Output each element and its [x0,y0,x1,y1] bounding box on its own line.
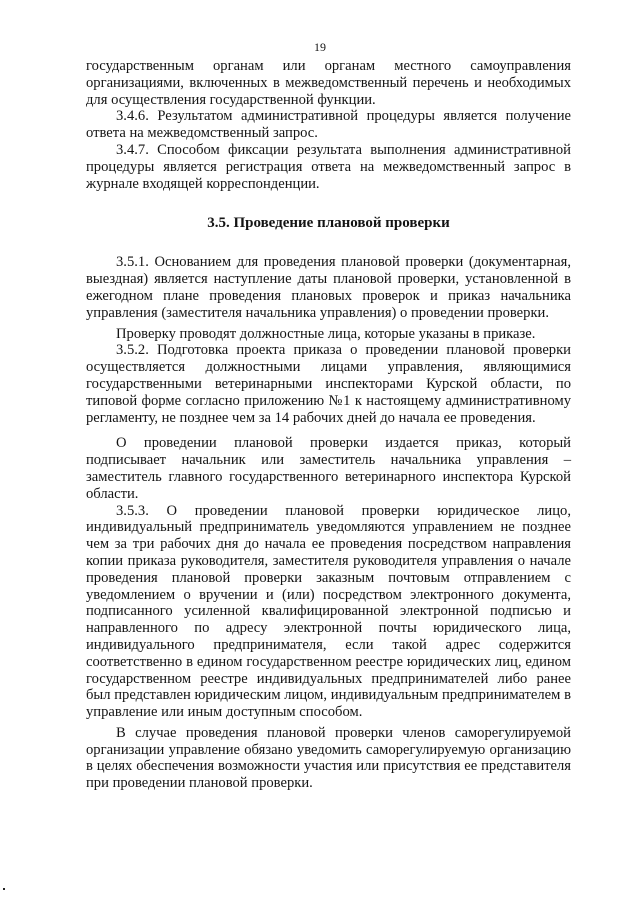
page-number: 19 [314,40,326,54]
scan-mark [3,888,5,890]
paragraph-order: О проведении плановой проверки издается приказ, который подписывает начальник или заместитель начальника управления – заместитель главного государственного ветеринарного инспектора Курской области. [86,435,571,502]
paragraph-sro: В случае проведения плановой проверки членов саморегулируемой организации управление обязано уведомить саморегулируемую организацию в целях обеспечения возможности участия или присутствия ее представителя при проведении плановой проверки. [86,724,571,792]
paragraph-3-5-2: 3.5.2. Подготовка проекта приказа о проведении плановой проверки осуществляется должностными лицами управления, являющимися государственными ветеринарными инспекторами Курской области, по типовой форме согласно приложению №1 к настоящему административному регламенту, не позднее чем за 14 рабочих дней до начала ее проведения. [86,342,571,426]
section-heading: 3.5. Проведение плановой проверки [207,215,450,232]
paragraph-3-5-1: 3.5.1. Основанием для проведения плановой проверки (документарная, выездная) является наступление даты плановой проверки, установленной в ежегодном плане проведения плановых проверок и приказ начальника управления (заместителя начальника управления) о проведении проверки. [86,254,571,321]
paragraph-continuation: государственным органам или органам местного самоуправления организациями, включенных в межведомственный перечень и необходимых для осуществления государственной функции. [86,58,571,108]
paragraph-inspectors: Проверку проводят должностные лица, которые указаны в приказе. [116,325,536,342]
document-body [86,58,571,792]
paragraph-3-4-7: 3.4.7. Способом фиксации результата выполнения административной процедуры является регистрация ответа на межведомственный запрос в журнале входящей корреспонденции. [86,141,571,192]
paragraph-3-4-6: 3.4.6. Результатом административной процедуры является получение ответа на межведомственный запрос. [86,108,571,142]
paragraph-3-5-3: 3.5.3. О проведении плановой проверки юридическое лицо, индивидуальный предприниматель уведомляются управлением не позднее чем за три рабочих дня до начала ее проведения посредством направления копии приказа руководителя, заместителя руководителя управления о начале проведения плановой проверки заказным почтовым отправлением с уведомлением о вручении и (или) посредством электронного документа, подписанного усиленной квалифицированной электронной подписью и направленного по адресу электронной почты юридического лица, индивидуального предпринимателя, если такой адрес содержится соответственно в едином государственном реестре юридических лиц, едином государственном реестре индивидуальных предпринимателей либо ранее был представлен юридическим лицом, индивидуальным предпринимателем в управление или иным доступным способом. [86,502,571,721]
